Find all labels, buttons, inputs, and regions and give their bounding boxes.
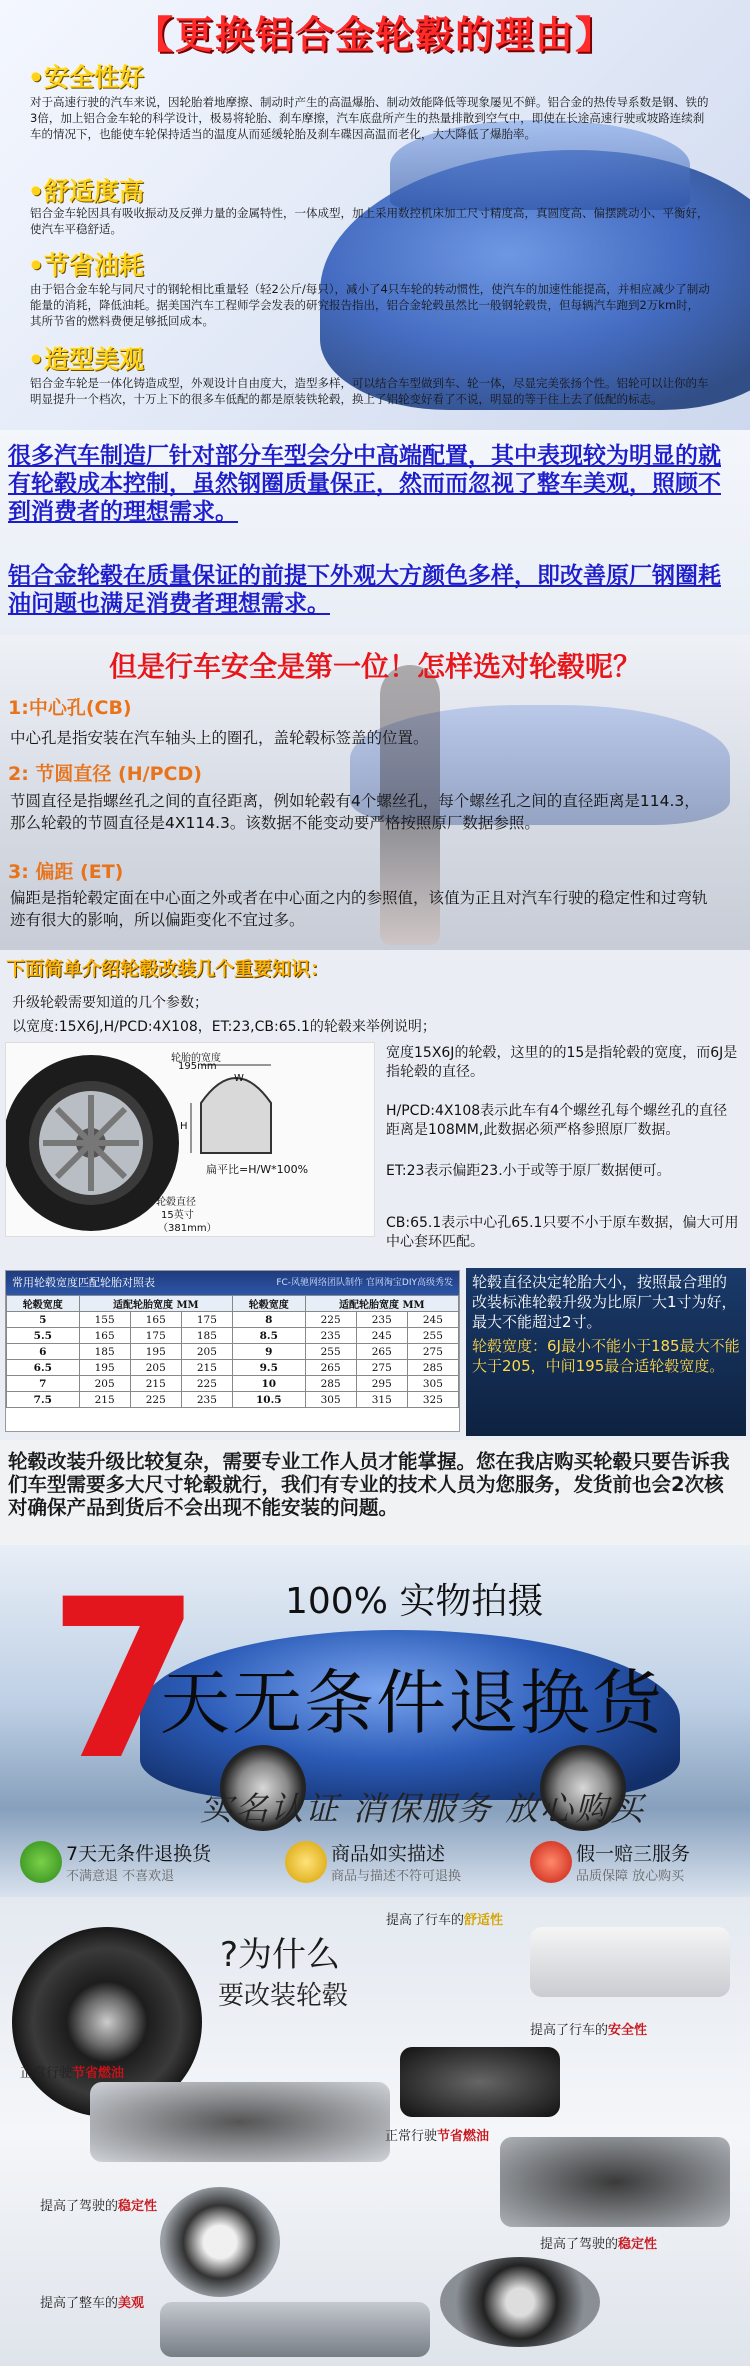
pcd-heading: 2: 节圆直径 (H/PCD) xyxy=(8,763,202,785)
col-rim-width-a: 轮毂宽度 xyxy=(7,1296,80,1312)
pcd-body: 节圆直径是指螺丝孔之间的直径距离，例如轮毂有4个螺丝孔，每个螺丝孔之间的直径距离是114.3，那么轮毂的节圆直径是4X114.3。该数据不能变动要严格按照原厂数据参照。 xyxy=(10,792,700,832)
benefit-fuel-prefix: 正常行驶 xyxy=(20,2066,73,2081)
table-cell: 235 xyxy=(305,1328,356,1344)
table-cell: 155 xyxy=(79,1312,130,1328)
knowledge-heading: 下面简单介绍轮毂改装几个重要知识： xyxy=(6,958,330,980)
steering-wheel-thumbnail-2 xyxy=(440,2257,600,2347)
steering-wheel-thumbnail xyxy=(160,2187,280,2297)
benefit-looks-emph: 美观 xyxy=(118,2296,145,2311)
benefit-comfort-emph: 舒适性 xyxy=(464,1913,504,1928)
tire-diagram xyxy=(5,1042,375,1237)
diameter-tip: 轮毂直径决定轮胎大小，按照最合理的改装标准轮毂升级为比原厂大1寸为好，最大不能超过2寸。 xyxy=(472,1273,737,1331)
safety-section xyxy=(0,635,750,950)
benefit-fuel-emph: 节省燃油 xyxy=(72,2066,125,2081)
col-rim-width-b: 轮毂宽度 xyxy=(232,1296,305,1312)
service-section xyxy=(0,1440,750,1545)
table-cell: 165 xyxy=(79,1328,130,1344)
feature-authentic-title: 假一赔三服务 xyxy=(576,1843,691,1865)
dashboard-thumbnail xyxy=(90,2082,390,2162)
table-title: 常用轮毂宽度匹配轮胎对照表 xyxy=(12,1276,155,1289)
benefit-stability-prefix: 提高了驾驶的 xyxy=(40,2199,119,2214)
reason-title-comfort: •舒适度高 xyxy=(28,177,144,206)
table-row xyxy=(7,1360,459,1376)
feature-authentic-sub: 品质保障 放心购买 xyxy=(576,1869,685,1884)
upgrade-tips-box xyxy=(466,1268,746,1436)
quality-paragraph: 铝合金轮毂在质量保证的前提下外观大方颜色多样，即改善原厂钢圈耗油问题也满足消费者理想需求。 xyxy=(8,563,721,617)
table-cell: 205 xyxy=(79,1376,130,1392)
car-interior-thumbnail xyxy=(400,2047,560,2117)
reason-body-looks: 铝合金车轮是一体化铸造成型，外观设计自由度大，造型多样，可以结合车型做到车、轮一体，尽显完美张扬个性。铝轮可以让你的车明显提升一个档次，十万上下的很多车低配的都是原装铁轮毂，换上了铝轮变好看了不说，明显的等于往上去了低配的标志。 xyxy=(30,376,709,406)
param-width: 宽度15X6J的轮毂，这里的的15是指轮毂的宽度，而6J是指轮毂的直径。 xyxy=(386,1045,738,1080)
service-features xyxy=(0,1835,750,1895)
benefit-safety xyxy=(530,2019,647,2038)
rim-diameter-mm: （381mm） xyxy=(158,1223,217,1234)
offset-heading: 3: 偏距 (ET) xyxy=(8,861,124,883)
table-cell: 255 xyxy=(407,1328,458,1344)
table-cell: 285 xyxy=(407,1360,458,1376)
feature-returns xyxy=(20,1835,260,1895)
table-cell: 205 xyxy=(130,1360,181,1376)
benefit-stability-2 xyxy=(540,2233,657,2252)
table-cell: 10.5 xyxy=(232,1392,305,1408)
benefit-looks xyxy=(40,2292,144,2311)
table-cell: 6 xyxy=(7,1344,80,1360)
table-cell: 315 xyxy=(356,1392,407,1408)
table-cell: 235 xyxy=(356,1312,407,1328)
width-matching-table xyxy=(5,1270,460,1432)
table-cell: 215 xyxy=(130,1376,181,1392)
table-cell: 235 xyxy=(181,1392,232,1408)
reasons-section xyxy=(0,0,750,430)
intro-line-1: 升级轮毂需要知道的几个参数； xyxy=(12,995,208,1011)
reason-body-safety: 对于高速行驶的汽车来说，因轮胎着地摩擦、制动时产生的高温爆胎、制动效能降低等现象屡见不鲜。铝合金的热传导系数是钢、铁的3倍，加上铝合金车轮的科学设计，极易将轮胎、刹车摩擦，汽车底盘所产生的热量排散到空气中，即使在长途高速行驶或坡路连续刹车的情况下，也能使车轮保持适当的温度从而延缓轮胎及刹车碟因高温而老化，大大降低了爆胎率。 xyxy=(30,95,709,141)
table-head-row xyxy=(7,1296,459,1312)
service-paragraph: 轮毂改装升级比较复杂，需要专业工作人员才能掌握。您在我店购买轮毂只要告诉我们车型需要多大尺寸轮毂就行，我们有专业的技术人员为您服务，发货前也会2次核对确保产品到货后不会出现不能安装的问题。 xyxy=(8,1450,730,1519)
car-rear-thumbnail xyxy=(160,2302,430,2357)
rim-diameter-label: 轮毂直径 xyxy=(156,1197,196,1208)
aspect-ratio-label: 扁平比=H/W*100% xyxy=(206,1163,309,1176)
config-note-section xyxy=(0,430,750,635)
benefit-fuel xyxy=(20,2062,124,2081)
table-note: FC-风驰网络团队制作 官网淘宝DIY高级秀发 xyxy=(276,1278,453,1288)
col-tire-width-b: 适配轮胎宽度 MM xyxy=(305,1296,458,1312)
config-paragraph: 很多汽车制造厂针对部分车型会分中高端配置，其中表现较为明显的就有轮毂成本控制，虽然钢圈质量保正，然而而忽视了整车美观，照顾不到消费者的理想需求。 xyxy=(8,443,721,525)
table-cell: 9.5 xyxy=(232,1360,305,1376)
car-thumbnail xyxy=(530,1927,730,1997)
table-cell: 275 xyxy=(356,1360,407,1376)
benefit-stability xyxy=(40,2195,157,2214)
table-cell: 305 xyxy=(305,1392,356,1408)
table-cell: 265 xyxy=(356,1344,407,1360)
table-cell: 185 xyxy=(181,1328,232,1344)
return-banner xyxy=(0,1545,750,1897)
feature-description-sub: 商品与描述不符可退换 xyxy=(331,1869,462,1884)
table-cell: 185 xyxy=(79,1344,130,1360)
table-row xyxy=(7,1312,459,1328)
center-bore-body: 中心孔是指安装在汽车轴头上的圈孔，盖轮毂标签盖的位置。 xyxy=(10,729,429,747)
benefit-stability-2-emph: 稳定性 xyxy=(618,2237,658,2252)
table-cell: 8.5 xyxy=(232,1328,305,1344)
feature-description xyxy=(285,1835,525,1895)
why-subtitle: 要改装轮毂 xyxy=(218,1981,349,2011)
feature-description-title: 商品如实描述 xyxy=(331,1843,446,1865)
benefit-fuel-2 xyxy=(385,2125,489,2144)
seven-numeral: 7 xyxy=(48,1552,202,1808)
table-cell: 325 xyxy=(407,1392,458,1408)
table-cell: 295 xyxy=(356,1376,407,1392)
table-cell: 165 xyxy=(130,1312,181,1328)
tire-width-label: 轮胎的宽度 xyxy=(171,1053,221,1064)
table-cell: 195 xyxy=(79,1360,130,1376)
table-cell: 7.5 xyxy=(7,1392,80,1408)
thumbs-up-icon xyxy=(285,1841,327,1883)
genuine-badge-icon xyxy=(530,1841,572,1883)
reason-title-looks: •造型美观 xyxy=(28,345,144,374)
offset-body: 偏距是指轮毂定面在中心面之外或者在中心面之内的参照值，该值为正且对汽车行驶的稳定性和过弯轨迹有很大的影响，所以偏距变化不宜过多。 xyxy=(10,889,708,929)
safety-title: 但是行车安全是第一位！怎样选对轮毂呢？ xyxy=(108,650,641,683)
table-row xyxy=(7,1392,459,1408)
table-cell: 245 xyxy=(407,1312,458,1328)
benefit-fuel-2-emph: 节省燃油 xyxy=(437,2129,490,2144)
table-cell: 6.5 xyxy=(7,1360,80,1376)
table-row xyxy=(7,1376,459,1392)
gauge-thumbnail xyxy=(500,2137,730,2227)
table-cell: 9 xyxy=(232,1344,305,1360)
table-cell: 225 xyxy=(130,1392,181,1408)
return-policy-text: 天无条件退换货 xyxy=(160,1662,664,1744)
table-cell: 225 xyxy=(181,1376,232,1392)
benefit-stability-emph: 稳定性 xyxy=(118,2199,158,2214)
benefit-fuel-2-prefix: 正常行驶 xyxy=(385,2129,438,2144)
table-cell: 255 xyxy=(305,1344,356,1360)
rim-diameter-value: 15英寸 xyxy=(161,1210,194,1221)
verified-text: 实名认证 消保服务 放心购买 xyxy=(200,1789,645,1828)
table-cell: 195 xyxy=(130,1344,181,1360)
table-cell: 305 xyxy=(407,1376,458,1392)
benefit-safety-prefix: 提高了行车的 xyxy=(530,2023,609,2038)
table-cell: 245 xyxy=(356,1328,407,1344)
param-cb: CB:65.1表示中心孔65.1只要不小于原车数据，偏大可用中心套环匹配。 xyxy=(386,1215,739,1250)
table-cell: 215 xyxy=(79,1392,130,1408)
table-cell: 5 xyxy=(7,1312,80,1328)
table-grid xyxy=(6,1295,459,1408)
table-cell: 225 xyxy=(305,1312,356,1328)
param-et: ET:23表示偏距23.小于或等于原厂数据便可。 xyxy=(386,1163,671,1179)
knowledge-section xyxy=(0,950,750,1440)
center-bore-heading: 1:中心孔(CB) xyxy=(8,697,132,719)
feature-returns-sub: 不满意退 不喜欢退 xyxy=(66,1869,175,1884)
table-cell: 7 xyxy=(7,1376,80,1392)
intro-line-2: 以宽度:15X6J,H/PCD:4X108，ET:23,CB:65.1的轮毂来举例说明； xyxy=(12,1019,436,1035)
tire-width-value: 195mm xyxy=(178,1061,217,1072)
table-cell: 5.5 xyxy=(7,1328,80,1344)
table-cell: 175 xyxy=(130,1328,181,1344)
benefit-safety-emph: 安全性 xyxy=(608,2023,648,2038)
benefit-looks-prefix: 提高了整车的 xyxy=(40,2296,119,2311)
col-tire-width-a: 适配轮胎宽度 MM xyxy=(79,1296,232,1312)
width-tip: 轮毂宽度：6J最小不能小于185最大不能大于205，中间195最合适轮毂宽度。 xyxy=(472,1337,740,1375)
param-pcd: H/PCD:4X108表示此车有4个螺丝孔每个螺丝孔的直径距离是108MM,此数据必须严格参照原厂数据。 xyxy=(386,1103,728,1138)
real-photo-text: 100% 实物拍摄 xyxy=(285,1581,544,1622)
table-cell: 175 xyxy=(181,1312,232,1328)
reason-body-comfort: 铝合金车轮因具有吸收振动及反弹力量的金属特性，一体成型，加上采用数控机床加工尺寸精度高，真圆度高、偏摆跳动小、平衡好，使汽车平稳舒适。 xyxy=(30,206,709,236)
table-cell: 10 xyxy=(232,1376,305,1392)
tire-h-label: H xyxy=(180,1121,188,1132)
why-title: ?为什么 xyxy=(220,1935,341,1975)
table-cell: 215 xyxy=(181,1360,232,1376)
reason-title-safety: •安全性好 xyxy=(28,63,144,92)
table-row xyxy=(7,1344,459,1360)
benefit-comfort-prefix: 提高了行车的 xyxy=(386,1913,465,1928)
table-cell: 285 xyxy=(305,1376,356,1392)
checkmark-icon xyxy=(20,1841,62,1883)
tire-w-label: W xyxy=(234,1073,244,1084)
table-header-bar xyxy=(6,1271,459,1295)
why-upgrade-section xyxy=(0,1897,750,2366)
table-cell: 205 xyxy=(181,1344,232,1360)
feature-authentic xyxy=(530,1835,750,1895)
feature-returns-title: 7天无条件退换货 xyxy=(66,1843,212,1865)
page-title: 【更换铝合金轮毂的理由】 xyxy=(134,13,615,57)
benefit-comfort xyxy=(386,1909,503,1928)
table-cell: 275 xyxy=(407,1344,458,1360)
table-row xyxy=(7,1328,459,1344)
benefit-stability-2-prefix: 提高了驾驶的 xyxy=(540,2237,619,2252)
reason-body-fuel: 由于铝合金车轮与同尺寸的钢轮相比重量轻（轻2公斤/每只），减小了4只车轮的转动惯性，使汽车的加速性能提高，并相应减少了制动能量的消耗，降低油耗。据美国汽车工程师学会发表的研究报告指出，铝合金轮毂虽然比一般钢轮毂贵，但每辆汽车跑到2万km时，其所节省的燃料费便足够抵回成本。 xyxy=(30,282,710,328)
table-cell: 265 xyxy=(305,1360,356,1376)
table-cell: 8 xyxy=(232,1312,305,1328)
reason-title-fuel: •节省油耗 xyxy=(28,251,144,280)
